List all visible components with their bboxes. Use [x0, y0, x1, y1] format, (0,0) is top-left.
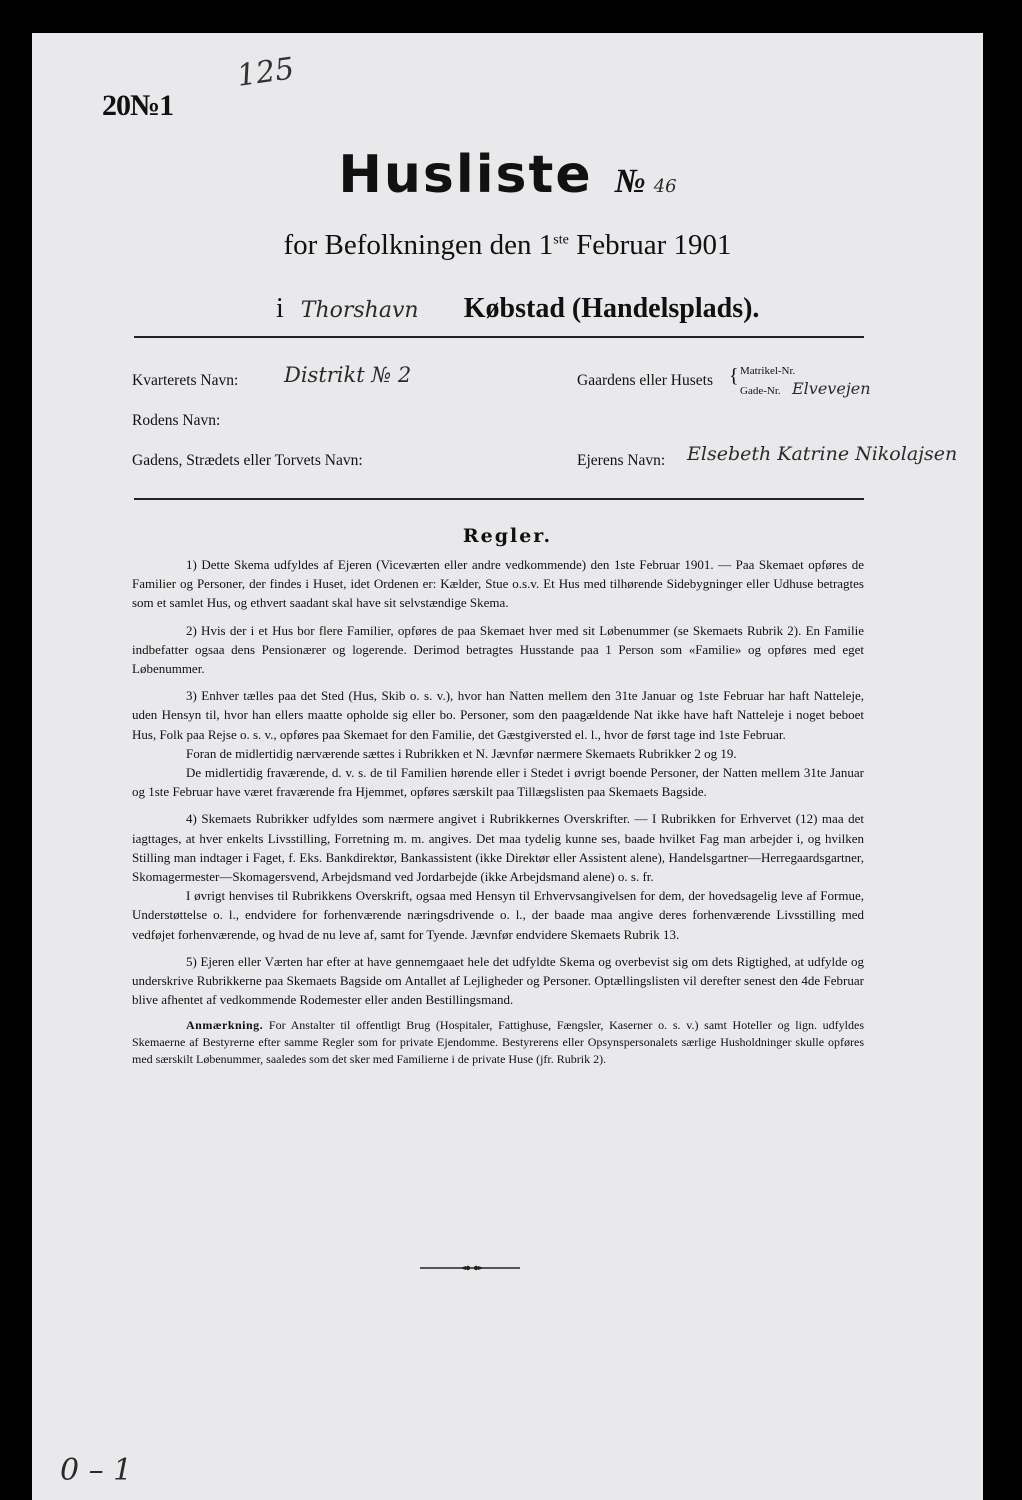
- handwritten-bottom-note: 0 – 1: [60, 1453, 133, 1488]
- gade-nr-label: Gade-Nr.: [740, 385, 781, 397]
- rules-heading: Regler.: [462, 525, 553, 547]
- note-text: For Anstalter til offentligt Brug (Hospitaler, Fattighuse, Fængsler, Kaserner o. s. v.) samt Hoteller og lign. udfyldes Skemaerne af Bestyrerne efter samme Regler som for private Ejendomme. Bestyrerens eller Opsynspersonalets særlige Husholdninger skulle opføres med særskilt Løbenummer, saaledes som det sker med Familierne i de private Huse (jfr. Rubrik 2).: [132, 1018, 865, 1067]
- note-label: Anmærkning.: [186, 1018, 264, 1033]
- kvarter-value: Distrikt № 2: [284, 363, 412, 387]
- place-type: Købstad (Handelsplads).: [463, 293, 760, 324]
- handwritten-corner-note: 125: [234, 51, 297, 94]
- divider-top: [134, 336, 864, 338]
- list-number: 46: [653, 176, 677, 197]
- rule-paragraph: De midlertidig fraværende, d. v. s. de til Familien hørende eller i Stedet i øvrigt boende Personer, der Natten mellem 31te Januar og 1ste Februar have været fraværende fra Hjemmet, opføres særskilt paa Tillægslisten paa Skemaets Bagside.: [132, 765, 864, 800]
- kvarter-label: Kvarterets Navn:: [132, 372, 239, 389]
- number-sign: №: [614, 163, 646, 200]
- subtitle-date: Februar 1901: [568, 229, 732, 261]
- rule-paragraph: 3) Enhver tælles paa det Sted (Hus, Skib o. s. v.), hvor han Natten mellem den 31te Januar og 1ste Februar har haft Natteleje, uden Hensyn til, hvor han ellers maatte opholde sig eller bo. Personer, som den paagældende Nat ikke have haft Natteleje i noget beboet Hus, Folk paa Rejse o. s. v., opføres paa Skemaet for den Familie, det Gæstgiversted el. l., hvor de først tage ind 1ste Februar.: [132, 688, 864, 742]
- rule-paragraph: 4) Skemaets Rubrikker udfyldes som nærmere angivet i Rubrikkernes Overskrifter. — I Rubrikken for Erhvervet (12) maa det iagttages, at hver enkelts Livsstilling, Forretning m. m. angives. Det maa tydelig kunne ses, baade hvilket Fag man arbejder i, og hvilken Stilling man indtager i Faget, f. Eks. Bankdirektør, Bankassistent (ikke Direktør eller Assistent alene), Handelsgartner—Herregaardsgartner, Skomagermester—Skomagersvend, Arbejdsmand ved Jordarbejde (ikke Arbejdsmand alene) o. s. fr.: [132, 811, 864, 885]
- brace: {: [729, 365, 739, 387]
- place-line: [276, 293, 759, 325]
- divider-bottom: [134, 498, 864, 500]
- form-title: Husliste: [338, 145, 593, 205]
- matrikel-label: Matrikel-Nr.: [740, 365, 796, 377]
- rule-paragraph: 1) Dette Skema udfyldes af Ejeren (Viceværten eller andre vedkommende) den 1ste Februar 1901. — Paa Skemaet opføres de Familier og Personer, der findes i Huset, idet Ordenen er: Kælder, Stue o.s.v. Et Hus med tilhørende Sidebygninger eller Udhuse betragtes som et samlet Hus, og ethvert saadant skal have sit selvstændige Skema.: [132, 557, 864, 611]
- rule-paragraph: 2) Hvis der i et Hus bor flere Familier, opføres de paa Skemaet hver med sit Løbenummer (se Skemaets Rubrik 2). En Familie indbefatter ogsaa dens Pensionærer og logerende. Derimod betragtes Husstande paa 1 Person som «Familie» og opføres med eget Løbenummer.: [132, 622, 864, 677]
- rule-paragraph: Foran de midlertidig nærværende sættes i Rubrikken et N. Jævnfør nærmere Skemaets Rubrikker 2 og 19.: [186, 745, 737, 761]
- gade-label: Gadens, Strædets eller Torvets Navn:: [132, 452, 363, 469]
- rule-paragraph: 5) Ejeren eller Værten har efter at have gennemgaaet hele det udfyldte Skema og overbevist sig om dets Rigtighed, at udfylde og underskrive Rubrikkerne paa Skemaets Bagside om Antallet af Lejligheder og Personer. Optællingslisten vil derefter senest den 4de Februar blive afhentet af vedkommende Rodemester eller anden Bestillingsmand.: [132, 953, 864, 1008]
- subtitle-superscript: ste: [553, 232, 569, 248]
- ejer-value: Elsebeth Katrine Nikolajsen: [687, 443, 958, 465]
- ornament-divider-icon: [420, 1263, 520, 1273]
- census-form-sheet: [32, 33, 983, 1500]
- place-value: Thorshavn: [300, 298, 419, 323]
- subtitle-text: for Befolkningen den 1: [283, 229, 554, 261]
- gade-nr-value: Elvevejen: [792, 379, 871, 398]
- rules-body: [132, 555, 864, 1076]
- roden-label: Rodens Navn:: [132, 412, 221, 429]
- gaard-label: Gaardens eller Husets: [577, 372, 714, 389]
- title-row: [32, 145, 983, 205]
- place-prefix: i: [276, 293, 284, 324]
- rule-paragraph: I øvrigt henvises til Rubrikkens Overskrift, ogsaa med Hensyn til Erhvervsangivelsen for dem, der hovedsagelig leve af Formue, Understøttelse o. l., endvidere for forhenværende næringsdrivende o. l., der baade maa angive deres forhenværende Livsstilling med vedføjet forhenværende, og hvad de nu leve af, samt for Tyende. Jævnfør endvidere Skemaets Rubrik 13.: [132, 888, 864, 942]
- archive-stamp: 20№1: [102, 89, 174, 122]
- annotation-paragraph: [132, 1017, 864, 1068]
- form-subtitle: [32, 229, 983, 262]
- ejer-label: Ejerens Navn:: [577, 452, 666, 469]
